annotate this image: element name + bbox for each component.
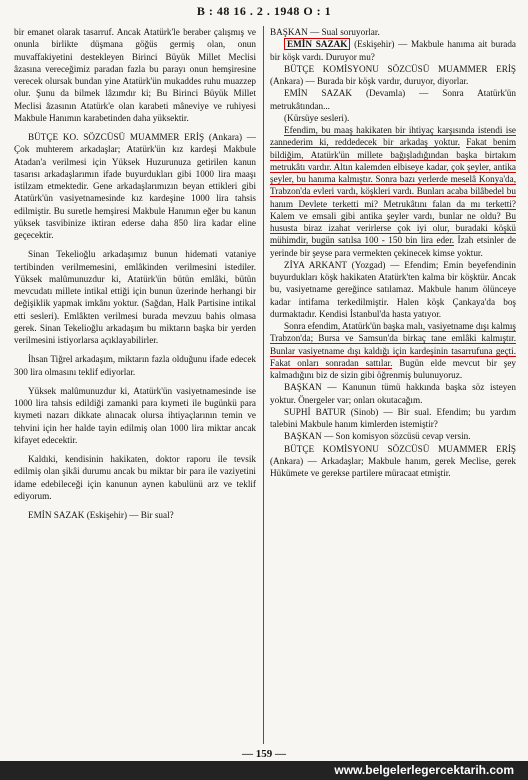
paragraph: BÜTÇE KO. SÖZCÜSÜ MUAMMER ERİŞ (Ankara) — Çok muhterem arkadaşlar; Atatürk'ün kız kardeşi Makbule Atadan'a verilmesi için Yüksek Huzurunuza getirilen kanun tasarısı arkadaşlarımın ifade buyurdukları gibi 1000 lira maaşı istilzam etmektedir. Gene arkadaşlarımızın beyan ettikleri gibi Atatürk'ün vasiyetnamesinde kız kardeşine 1000 lira tahsis edilmiştir. Bu suretle hemşiresi Makbule Hanımın eğer bu kanun yüksek tasvibinize iktiran ederse daha 850 lira kadar eline geçecektir. [14, 132, 256, 240]
paragraph: SUPHİ BATUR (Sinob) — Bir sual. Efendim; bu yardım talebini Makbule hanım kimlerden istemiştir? [270, 406, 516, 429]
paragraph: Yüksek malûmunuzdur ki, Atatürk'ün vasiyetnamesinde ise 1000 lira tahsis edildiği zamanki para kıymeti ile bugünkü para kıymeti nazarı dikkate alınacak olursa ihtiyaçlarının temin ve tehvini için her halde tayin edilmiş olan 1000 lira miktar ancak kifayet edecektir. [14, 385, 256, 445]
column-divider [263, 26, 264, 744]
paragraph: BÜTÇE KOMİSYONU SÖZCÜSÜ MUAMMER ERİŞ (Ankara) — Burada bir köşk vardır, duruyor, diyorlar. [270, 63, 516, 86]
paragraph: BÜTÇE KOMİSYONU SÖZCÜSÜ MUAMMER ERİŞ (Ankara) — Arkadaşlar; Makbule hanım, gerek Meclise, gerek Hükümete ve gerekse partilere müracaat etmiştir. [270, 443, 516, 478]
highlighted-speaker-name: EMİN SAZAK [284, 38, 350, 50]
paragraph-text: Bugün elde mevcut bir şey kalmadığını biz de sizin gibi öğrenmiş bulunuyoruz. [270, 357, 516, 380]
paragraph-text: ZİYA ARKANT (Yozgad) — Efendim; Emin beyefendinin buyurdukları köşk hakikaten Atatürk'ten kalma bir köşktür. Ancak bu, vasiyetname gereğince satılamaz. Makbule hanım ölünceye kadar intifama terkedilmiştir. Halen köşk Çankaya'da boş durmaktadır. Kendisi İstanbul'da hasta yatıyor. [270, 259, 516, 319]
paragraph: EMİN SAZAK (Eskişehir) — Bir sual? [28, 510, 174, 520]
left-column [14, 26, 256, 521]
underlined-text: Fakat benim bildiğim, Atatürk'ün millete bağışladığından başka birtakım metrukâtı vardır. Altın kalemden elbiseye kadar, çok şeyler, antika şeyler, bu hanıma kalmıştır. Sonra bazı yerlerde meselâ Konya'da, Trabzon'da evleri vardı, köşkleri vardı. Bunları acaba bilâbedel bu hanım Devlete terketti mi? Metrukâtını falan da mı terketti? Kalem ve emsali gibi antika şeyler vardı, bunlar ne oldu? Bu hususta biraz izahat verirlerse çok iyi olur, buradaki köşkü mühimdir, bugün satılsa 100 - 150 bin lira eder. [270, 137, 517, 246]
paragraph-text: İzah etsinler de yerinde bir şeyse para vermekten çekinecek kimse yoktur. [270, 235, 516, 258]
watermark-banner [0, 761, 528, 780]
paragraph-text: (Eskişehir) — Makbule hanıma ait burada bir köşk vardı. Duruyor mu? [270, 39, 517, 62]
page-header: B : 48 16 . 2 . 1948 O : 1 [196, 4, 332, 18]
page-number: — 159 — [242, 748, 286, 760]
underlined-text: Efendim, bu maaş hakikaten bir ihtiyaç karşısında istendi ise zannederim ki, reddedecek bir arkadaş yoktur. [270, 125, 516, 148]
paragraph: BAŞKAN — Son komisyon sözcüsü cevap versin. [284, 431, 471, 442]
paragraph: bir emanet olarak tasarruf. Ancak Atatürk'le beraber çalışmış ve onunla birlikte düşmana göğüs germiş olan, onun muvaffakiyetini destekleyen Birinci Büyük Millet Meclisi âzasına vereceğimiz paradan fazla bu parayı onun hemşiresine verecek olursak bundan yine Atatürk'ün mukaddes ruhu muazzep olur. Şunu da bilmek lâzımdır ki; Bu Birinci Büyük Millet Meclisi âzasının Atatürk'e olan karabeti mâneviye ve ruhiyesi Makbule Hanımın karabetinden daha yüksektir. [14, 27, 256, 123]
watermark-url: www.belgelerlegercektarih.com [334, 763, 514, 777]
paragraph: BAŞKAN — Sual soruyorlar. [270, 27, 380, 37]
paragraph: Sinan Tekelioğlu arkadaşımız bunun hidemati vataniye tertibinden verilmemesini, emlâkinden verilmesini istediler. Yüksek malûmunuzdur ki, Atatürk'ün bütün emlâki, bütün mevcudatı millete intikal ettiği için bunun üzerinde herhangi bir değişiklik yapmak imkânı yoktur. (Sağdan, Halk Partisine intikal etti sesleri). Emlâkten verilmesi burada mevzuu bahis olmasa gerek. Sinan Tekelioğlu arkadaşım bu miktarın başka bir yerden verilmesini istiyorlarsa açıklayabilirler. [14, 249, 256, 345]
paragraph: İhsan Tiğrel arkadaşım, miktarın fazla olduğunu ifade edecek 300 lira olmasını teklif ediyorlar. [14, 354, 256, 377]
paragraph: BAŞKAN — Kanunun tümü hakkında başka söz isteyen yoktur. Önergeler var; onları okutacağım. [270, 382, 516, 405]
right-column [270, 26, 516, 479]
paragraph: (Kürsüye sesleri). [284, 112, 350, 123]
paragraph: EMİN SAZAK (Devamla) — Sonra Atatürk'ün metrukâtından... [270, 88, 516, 111]
underlined-text: Sonra efendim, Atatürk'ün başka malı, vasiyetname dışı kalmış Trabzon'da; Bursa ve Samsun'da birkaç tane emlâki kalmıştır. Bunlar vasiyetname dışı kaldığı için kardeşinin tasarrufuna geçti. Fakat onları sonradan sattılar. [270, 321, 516, 368]
paragraph: Kaldıki, kendisinin hakikaten, doktor raporu ile tevsik edilmiş olan şikâi durumu ancak bu miktar bir para ile vaziyetini idame edebileceği için kanunun aynen kabulünü arz ve teklif ediyorum. [14, 454, 256, 501]
